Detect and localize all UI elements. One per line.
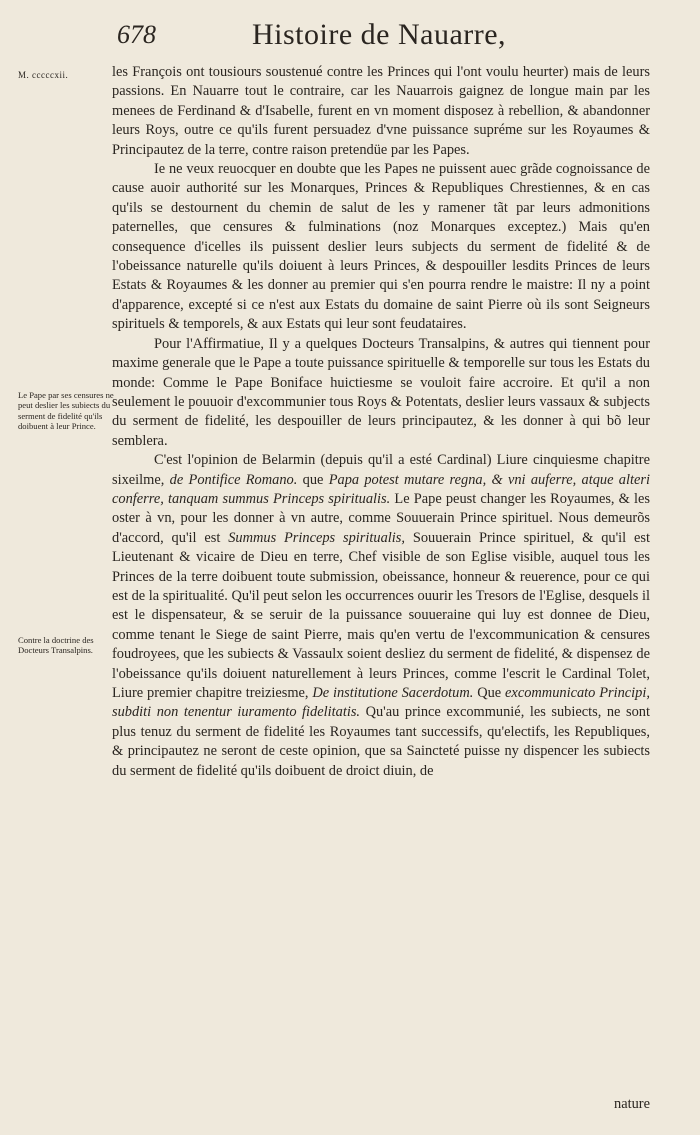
page-header xyxy=(0,12,700,62)
latin-reference: De institutione Sacerdotum. xyxy=(312,685,474,701)
text-segment: Le Pape peust changer les Royaumes, & les oster à vn, pour les donner à vn autre, comme Souuerain Prince spirituel. Nous demeurõs d'accord, qu'il est xyxy=(112,490,650,546)
running-title: Histoire de Nauarre, xyxy=(252,18,507,51)
text-segment: Que xyxy=(477,685,502,701)
paragraph-4 xyxy=(112,451,650,781)
text-segment: que xyxy=(302,471,324,488)
paragraph-2: Ie ne veux reuocquer en doubte que les Papes ne puissent auec grãde cognoissance de cause auoir authorité sur les Monarques, Princes & Republiques Chrestiennes, & en cas qu'ils se destournent du chemin de salut de les y ramener tãt par leurs admonitions paternelles, que censures & fulminations (noz Monarques exceptez.) Mais qu'en consequence d'icelles ils puissent deslier leurs subjects du serment de fidelité & de l'obeissance naturelle qu'ils doiuent à leurs Princes, & despouiller lesdits Princes de leurs Estats & Royaumes & les donner au premier qui s'en pourra rendre le maistre: Il ny a point d'apparence, excepté si ce n'est aux Estats du domaine de saint Pierre où ils sont Seigneurs spirituels & temporels, & aux Estats qui leur sont feudataires. xyxy=(112,161,650,333)
paragraph-3: Pour l'Affirmatiue, Il y a quelques Docteurs Transalpins, & autres qui tiennent pour maxime generale que le Pape a toute puissance spirituelle & temporelle sur tous les Estats du monde: Comme le Pape Boniface huictiesme se vouloit faire accroire. Et qu'il a non seulement le pouuoir d'excommunier tous Roys & Potentats, deslier leurs vassaux & subjects du serment de fidelité, les despouiller de leurs principautez, & les donner à qui bõ leur semblera. xyxy=(112,335,650,449)
text-segment: Souuerain Prince spirituel, & qu'il est Lieutenant & vicaire de Dieu en terre, Chef visible de son Eglise visible, auquel tous les Princes de la terre doibuent toute submission, obeissance, honneur & reuerence, pour ce qui est de la spiritualité. Qu'il peut selon les occurrences ouurir les Tresors de l'Eglise, desquels il est le dispensateur, & se seruir de la puissance souueraine qui luy est donnee de Dieu, comme tenant le Siege de saint Pierre, mais qu'en vertu de l'excommunication & censures foudroyees, que les subiects & Vassaulx soient desliez du serment de fidelité, & dispensez de l'obeissance qu'ils doiuent naturellement à leurs Princes, comme l'escrit le Cardinal Tolet, Liure premier chapitre treiziesme, xyxy=(112,529,650,701)
catchword: nature xyxy=(614,1096,650,1112)
text-segment: Qu'au prince excommunié, les subiects, ne sont plus tenuz du serment de fidelité les Royaumes tant successifs, qu'electifs, les Republiques, & principautez ne seront de ceste opinion, que sa Saincteté puisse ny dispencer les subiects du serment de fidelité qu'ils doibuent de droict diuin, de xyxy=(112,704,650,779)
latin-reference: de Pontifice Romano. xyxy=(169,471,298,488)
margin-note-papal-censures: Le Pape par ses censures ne peut deslier les subiects du serment de fidelité qu'ils doibuent à leur Prince. xyxy=(18,390,114,432)
paragraph-1: les François ont tousiours soustenué contre les Princes qui l'ont voulu heurter) mais de leurs passions. En Nauarre tout le contraire, car les Nauarrois gaignez de longue main par les menees de Ferdinand & d'Isabelle, furent en vn moment disposez à rebellion, & abandonner leurs Roys, outre ce qu'ils furent persuadez d'vne puissance supréme sur les Royaumes & Principautez de la terre, contre raison pretendüe par les Papes. xyxy=(112,64,650,158)
margin-note-transalpine-doctors: Contre la doctrine des Docteurs Transalpins. xyxy=(18,635,94,656)
page-number: 678 xyxy=(117,20,156,49)
latin-quotation: Papa potest mutare regna, & vni auferre, atque alteri conferre, tanquam summus Princeps spiritualis. xyxy=(112,471,650,507)
body-text xyxy=(112,63,650,781)
latin-quotation: Summus Princeps spiritualis, xyxy=(228,529,405,546)
margin-year: M. cccccxii. xyxy=(18,70,69,80)
latin-quotation: excommunicato Principi, subditi non tenentur iuramento fidelitatis. xyxy=(112,685,650,721)
text-segment: C'est l'opinion de Belarmin (depuis qu'il a esté Cardinal) Liure cinquiesme chapitre sixeilme, xyxy=(112,452,650,488)
